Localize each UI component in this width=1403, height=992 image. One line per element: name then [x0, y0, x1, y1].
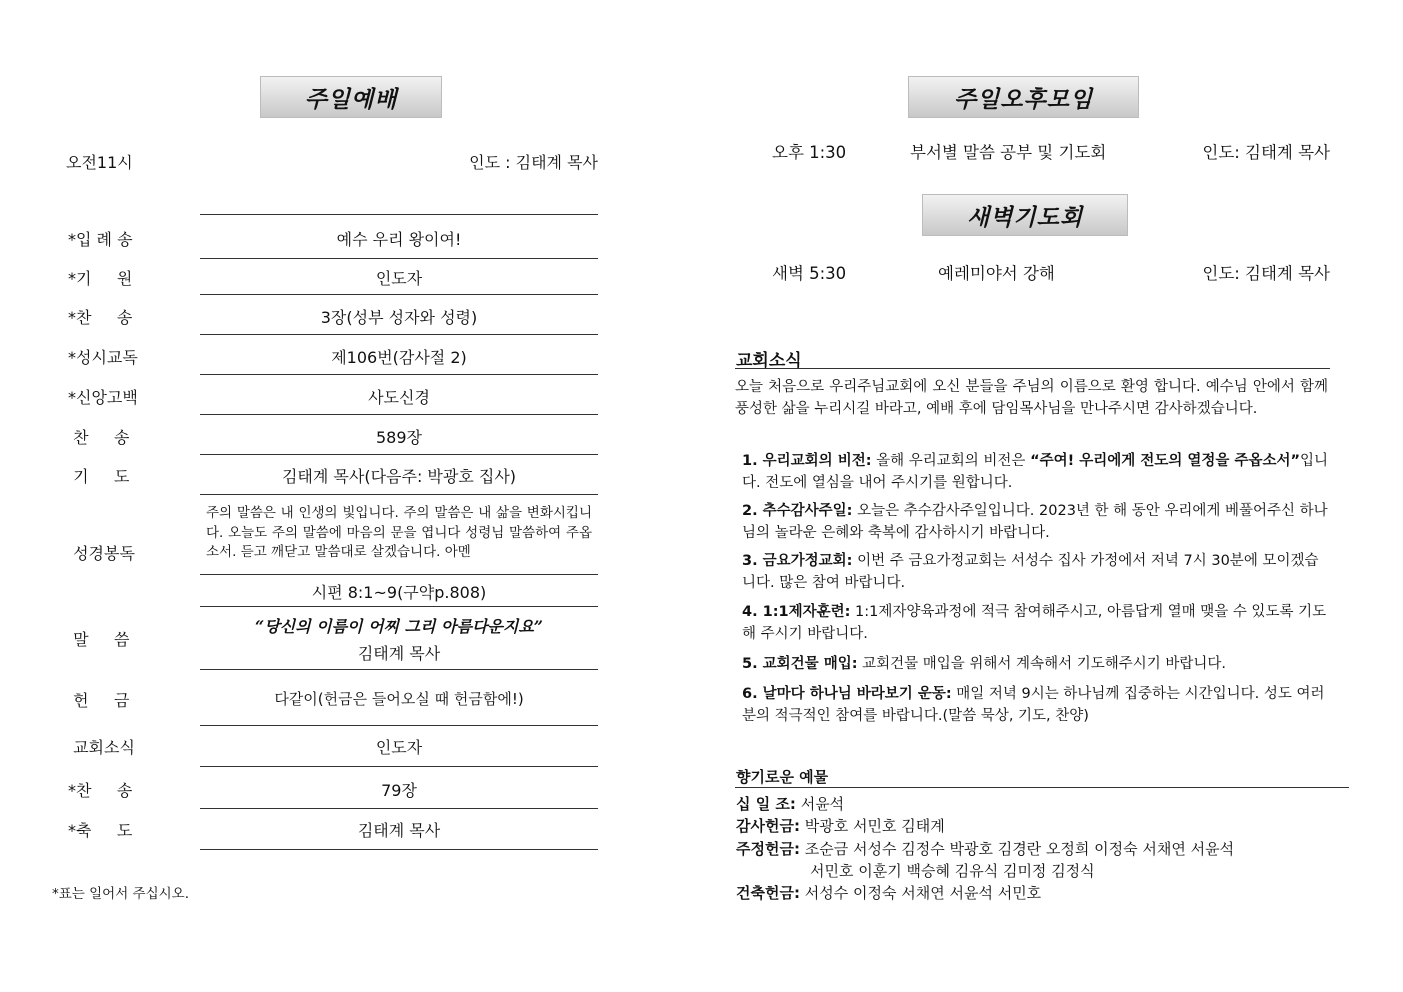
worship-title-text: 주일예배: [304, 85, 398, 113]
news-item-text: 1:1제자양육과정에 적극 참여해주시고, 아름답게 열매 맺을 수 있도록 기도해 주시기 바랍니다.: [742, 604, 1327, 642]
news-heading: 교회소식: [736, 351, 802, 371]
order-value: 79장: [381, 781, 417, 800]
news-item-title: 2. 추수감사주일:: [742, 503, 853, 519]
order-divider: [200, 414, 598, 415]
order-value: 예수 우리 왕이여!: [336, 230, 462, 249]
scripture-reference: 시편 8:1~9(구약p.808): [311, 583, 487, 602]
offering-names: 조순금 서성수 김정수 박광호 김경란 오정희 이정숙 서채연 서윤석: [804, 840, 1235, 858]
afternoon-title-text: 주일오후모임: [953, 85, 1094, 113]
news-item-text: 매일 저녁 9시는 하나님께 집중하는 시간입니다. 성도 여러분의 적극적인 참여를 바랍니다.(말씀 묵상, 기도, 찬양): [742, 686, 1325, 724]
order-label: 헌 금: [68, 691, 130, 710]
order-divider: [200, 454, 598, 455]
order-divider: [200, 606, 598, 607]
offering-row: [736, 838, 1234, 860]
afternoon-time: 오후 1:30: [772, 143, 847, 162]
vision-motto: “주여! 우리에게 전도의 열정을 주옵소서”: [1030, 453, 1301, 469]
order-label: *신앙고백: [68, 388, 138, 407]
news-item-text: 오늘은 추수감사주일입니다. 2023년 한 해 동안 우리에게 베풀어주신 하나님의 놀라운 은혜와 축복에 감사하시기 바랍니다.: [742, 503, 1328, 541]
worship-leader: 인도 : 김태계 목사: [469, 153, 598, 172]
order-label: 성경봉독: [68, 544, 135, 563]
order-label: *입 례 송: [68, 230, 133, 249]
afternoon-desc: 부서별 말씀 공부 및 기도회: [910, 143, 1107, 162]
order-divider: [200, 725, 598, 726]
order-value: 589장: [376, 428, 422, 447]
news-item: [742, 500, 1330, 544]
offering-label: 주정헌금:: [736, 840, 800, 858]
sermon-title: “당신의 이름이 어찌 그리 아름다운지요”: [255, 617, 543, 636]
order-value: 인도자: [375, 738, 423, 757]
offering-names: 서성수 이정숙 서채연 서윤석 서민호: [804, 884, 1042, 902]
order-value: 사도신경: [368, 388, 430, 407]
order-divider: [200, 849, 598, 850]
offering-row: [736, 815, 945, 837]
footnote: *표는 일어서 주십시오.: [52, 886, 189, 902]
order-value: 3장(성부 성자와 성령): [320, 308, 478, 327]
offering-label: 감사헌금:: [736, 817, 800, 835]
offering-row: [736, 793, 844, 815]
order-divider: [200, 494, 598, 495]
offering-label: 십 일 조:: [736, 795, 796, 813]
dawn-leader: 인도: 김태계 목사: [1202, 264, 1330, 283]
scripture-prayer: 주의 말씀은 내 인생의 빛입니다. 주의 말씀은 내 삶을 변화시킵니다. 오늘도 주의 말씀에 마음의 문을 엽니다 성령님 말씀하여 주옵소서. 듣고 깨닫고 말씀대로 살겠습니다. 아멘: [206, 505, 592, 560]
order-label: 기 도: [68, 467, 130, 486]
news-item: [742, 653, 1330, 675]
order-divider: [200, 669, 598, 670]
order-divider: [200, 334, 598, 335]
order-divider: [200, 808, 598, 809]
order-label: 찬 송: [68, 428, 130, 447]
order-value: 다같이(헌금은 들어오실 때 헌금함에!): [274, 690, 524, 708]
news-divider: [735, 368, 1330, 369]
afternoon-leader: 인도: 김태계 목사: [1202, 143, 1330, 162]
order-label: *기 원: [68, 269, 133, 288]
order-divider: [200, 374, 598, 375]
order-divider: [200, 574, 598, 575]
offering-names-continued: 서민호 이훈기 백승혜 김유식 김미정 김정식: [810, 862, 1095, 880]
news-item-text: 올해 우리교회의 비전은: [871, 453, 1031, 469]
news-item: [742, 450, 1330, 494]
order-divider: [200, 214, 598, 215]
news-item-title: 1. 우리교회의 비전:: [742, 453, 872, 469]
news-item-title: 3. 금요가정교회:: [742, 553, 853, 569]
order-value: 인도자: [375, 269, 423, 288]
news-item-title: 6. 날마다 하나님 바라보기 운동:: [742, 686, 952, 702]
worship-time: 오전11시: [66, 153, 133, 172]
news-intro: 오늘 처음으로 우리주님교회에 오신 분들을 주님의 이름으로 환영 합니다. 예수님 안에서 함께 풍성한 삶을 누리시길 바라고, 예배 후에 담임목사님을 만나주시면 감사하겠습니다.: [735, 379, 1328, 417]
offering-names: 박광호 서민호 김태계: [804, 817, 945, 835]
offering-names: 서윤석: [800, 795, 845, 813]
news-item: [742, 683, 1330, 727]
sermon-preacher: 김태계 목사: [357, 644, 441, 663]
dawn-title: [922, 194, 1128, 236]
order-value: 제106번(감사절 2): [331, 348, 467, 367]
order-divider: [200, 258, 598, 259]
news-item-title: 4. 1:1제자훈련:: [742, 604, 851, 620]
news-item-title: 5. 교회건물 매입:: [742, 656, 858, 672]
afternoon-title: [908, 76, 1139, 118]
order-label: 교회소식: [68, 738, 135, 757]
order-value: 김태계 목사(다음주: 박광호 집사): [281, 467, 517, 486]
order-label: *찬 송: [68, 308, 133, 327]
news-item-text: 교회건물 매입을 위해서 계속해서 기도해주시기 바랍니다.: [857, 656, 1226, 672]
offering-heading: 향기로운 예물: [736, 768, 829, 786]
news-item-text: 이번 주 금요가정교회는 서성수 집사 가정에서 저녁 7시 30분에 모이겠습니다. 많은 참여 바랍니다.: [742, 553, 1319, 591]
news-item: [742, 601, 1330, 645]
offering-divider: [735, 787, 1349, 788]
order-label: *축 도: [68, 821, 133, 840]
order-divider: [200, 294, 598, 295]
order-label: 말 씀: [68, 630, 130, 649]
order-value: 김태계 목사: [357, 821, 441, 840]
dawn-title-text: 새벽기도회: [966, 203, 1084, 231]
order-divider: [200, 766, 598, 767]
dawn-desc: 예레미야서 강해: [938, 264, 1055, 283]
news-item-text-end: 입니다. 전도에 열심을 내어 주시기를 원합니다.: [742, 453, 1329, 491]
news-item: [742, 550, 1330, 594]
worship-title: [260, 76, 442, 118]
dawn-time: 새벽 5:30: [772, 264, 847, 283]
order-label: *성시교독: [68, 348, 138, 367]
offering-label: 건축헌금:: [736, 884, 800, 902]
order-label: *찬 송: [68, 781, 133, 800]
offering-row: [736, 882, 1041, 904]
